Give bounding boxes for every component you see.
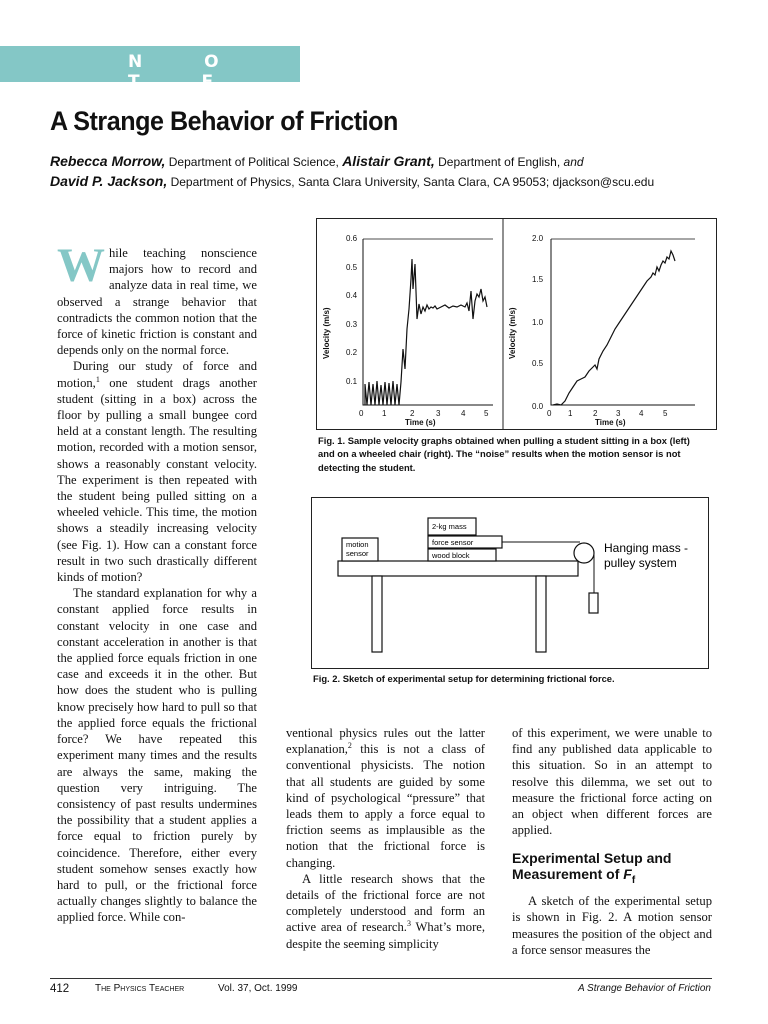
- right-xlabel: Time (s): [595, 418, 626, 427]
- hanging-mass-label: pulley system: [604, 556, 677, 570]
- svg-text:0.3: 0.3: [346, 320, 358, 329]
- footer-rule: [50, 978, 712, 979]
- left-ylabel: Velocity (m/s): [322, 307, 331, 359]
- svg-text:5: 5: [484, 409, 489, 418]
- figure-2-caption: Fig. 2. Sketch of experimental setup for determining frictional force.: [313, 673, 615, 684]
- left-yticks: [346, 234, 358, 386]
- left-plot-axes: [363, 239, 493, 405]
- svg-text:0.0: 0.0: [532, 402, 544, 411]
- paragraph: of this experiment, we were unable to find any published data applicable to this situation. So in an attempt to resolve this dilemma, we set out to measure the frictional force acting on an object when different forces are applied.: [512, 726, 712, 838]
- table-leg: [372, 576, 382, 652]
- journal-name: The Physics Teacher: [95, 983, 185, 994]
- text-column-3: [512, 725, 712, 958]
- author-line-1: [50, 152, 654, 172]
- figure-2: [311, 497, 709, 669]
- running-title: A Strange Behavior of Friction: [577, 983, 711, 994]
- pulley: [574, 543, 594, 563]
- author-block: [50, 152, 654, 192]
- section-heading: Experimental Setup and Measurement of $F_f$: [512, 850, 672, 887]
- right-yticks: [532, 234, 544, 411]
- paragraph: A little research shows that the details of the frictional force are not completely understood and form an active area of research.$^3$ What’s more, despite the seeming simplicity: [286, 871, 486, 951]
- drop-cap: W: [57, 239, 105, 292]
- note-banner: [0, 46, 300, 92]
- author-affiliation: Department of English,: [438, 155, 561, 169]
- author-name: Alistair Grant,: [342, 153, 435, 169]
- left-velocity-series: [365, 259, 487, 405]
- motion-sensor-label: sensor: [346, 549, 369, 558]
- svg-text:0.4: 0.4: [346, 291, 358, 300]
- article-title: A Strange Behavior of Friction: [50, 106, 398, 136]
- svg-text:0.2: 0.2: [346, 348, 358, 357]
- svg-text:1.5: 1.5: [532, 275, 544, 284]
- table-top: [338, 561, 578, 576]
- velocity-graphs: [317, 219, 716, 429]
- svg-text:3: 3: [616, 409, 621, 418]
- motion-sensor-label: motion: [346, 540, 369, 549]
- svg-text:0: 0: [359, 409, 364, 418]
- svg-text:0.6: 0.6: [346, 234, 358, 243]
- right-ylabel: Velocity (m/s): [508, 307, 517, 359]
- svg-text:1.0: 1.0: [532, 318, 544, 327]
- hanging-mass: [589, 593, 598, 613]
- text-column-2: [286, 725, 485, 952]
- svg-text:5: 5: [663, 409, 668, 418]
- svg-text:1: 1: [568, 409, 573, 418]
- svg-text:3: 3: [436, 409, 441, 418]
- footnote-ref[interactable]: 2: [347, 741, 352, 751]
- right-xticks: [547, 409, 668, 418]
- left-xlabel: Time (s): [405, 418, 436, 427]
- svg-text:0.5: 0.5: [532, 359, 544, 368]
- page-number: 412: [50, 983, 70, 995]
- author-name: David P. Jackson,: [50, 173, 168, 189]
- paragraph: During our study of force and motion,$^1$ one student drags another student (sitting in a box) across the floor by pulling a small bungee cord held at a constant length. The resulting motion, recorded with a motion sensor, shows a reasonably constant velocity. The experiment is then repeated with the student being pulled sitting on a wheeled vehicle. This time, the motion shows a steadily increasing velocity (see Fig. 1). How can a constant force result in two such drastically different kinds of motion?: [57, 359, 257, 585]
- right-plot-axes: [551, 239, 695, 405]
- force-sensor-label: force sensor: [432, 538, 474, 547]
- author-conjunction: and: [563, 155, 584, 169]
- svg-text:4: 4: [639, 409, 644, 418]
- svg-text:2.0: 2.0: [532, 234, 544, 243]
- footnote-ref[interactable]: 3: [406, 919, 411, 929]
- text-column-1: [57, 239, 257, 926]
- footnote-ref[interactable]: 1: [95, 374, 100, 384]
- author-affiliation: Department of Physics, Santa Clara University, Santa Clara, CA 95053; djackson@scu.edu: [170, 175, 655, 189]
- wood-block-label: wood block: [432, 551, 470, 560]
- svg-text:0: 0: [547, 409, 552, 418]
- left-xticks: [359, 409, 489, 418]
- author-name: Rebecca Morrow,: [50, 153, 166, 169]
- paragraph: A sketch of the experimental setup is shown in Fig. 2. A motion sensor measures the position of the object and a force sensor measures the: [512, 894, 712, 957]
- experimental-setup-sketch: [312, 498, 708, 668]
- author-affiliation: Department of Political Science,: [168, 155, 339, 169]
- figure-1: [316, 218, 717, 430]
- table-leg: [536, 576, 546, 652]
- figure-1-caption: Fig. 1. Sample velocity graphs obtained when pulling a student sitting in a box (left) and on a wheeled chair (right). The “noise” results when the motion sensor is not detecting the student.: [318, 435, 690, 473]
- paragraph: ventional physics rules out the latter explanation,$^2$ this is not a class of conventional physicists. The notion that all students are guided by some kind of psychological “pressure” that leads them to apply a force equal to friction seems as implausible as the notion that the frictional force is changing.: [286, 726, 485, 870]
- note-label: N O T E: [128, 52, 247, 92]
- svg-text:0.1: 0.1: [346, 377, 358, 386]
- svg-text:2: 2: [410, 409, 415, 418]
- svg-text:1: 1: [382, 409, 387, 418]
- paragraph: While teaching nonscience majors how to record and analyze data in real time, we observed a strange behavior that contradicts the common notion that the force of kinetic friction is constant and depends only on the normal force.: [57, 239, 257, 358]
- svg-text:4: 4: [461, 409, 466, 418]
- hanging-mass-label: Hanging mass -: [604, 541, 689, 555]
- author-line-2: [50, 172, 654, 192]
- svg-text:0.5: 0.5: [346, 263, 358, 272]
- svg-text:2: 2: [593, 409, 598, 418]
- paragraph: The standard explanation for why a constant applied force results in constant velocity in one case and constant acceleration in another is that the applied force equals friction in one case and exceeds it in the other. But how does the student who is pulling know precisely how hard to pull so that the applied force equals the frictional force? We have repeated this experiment many times and the results are always the same, making the question very intriguing. The consistency of past results undermines the possibility that a student applies a force equal to friction purely by coincidence. Therefore, either every student somehow senses exactly how hard to pull, or the frictional force actually changes slightly to balance the applied force. While con-: [57, 586, 257, 925]
- mass-label: 2-kg mass: [432, 522, 467, 531]
- volume-info: Vol. 37, Oct. 1999: [218, 983, 298, 994]
- right-velocity-series: [553, 251, 675, 405]
